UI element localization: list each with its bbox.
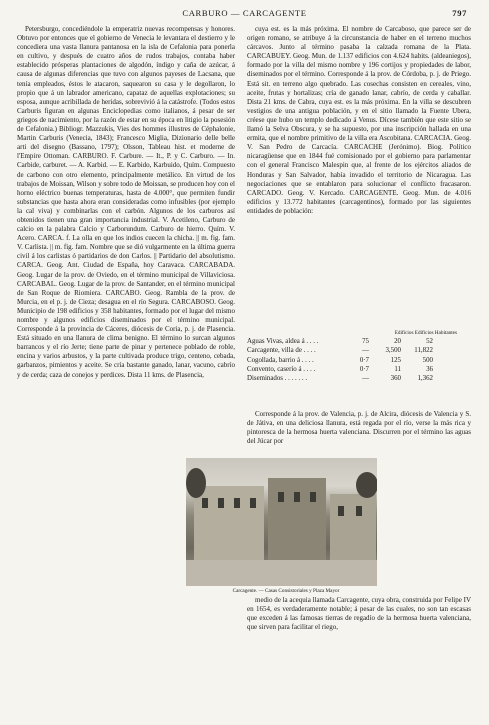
- right-column-mid-text: [247, 410, 471, 452]
- building-center: [268, 478, 326, 562]
- table-cell-name: Convento, caserío á . . . .: [247, 365, 316, 373]
- right-column-paragraph: cuya est. es la más próxima. El nombre de Carcaboso, que parece ser de origen romano, se atribuye á la circunstancia de haber en el terreno muchos cárcavos. Junto al término pasaba la calzada romana de la Plata. CARCABUEY. Geog. Mun. de 1.137 edificios con 4.624 habits. (aldeaniegos), formado por la villa del mismo nombre y 196 cortijos y propiedades de labor, diseminados por el término. Corresponde á la prov. de Córdoba, p. j. de Priego. Está sit. en terreno algo quebrado. Las cosechas consisten en cereales, vino, aceite, frutas y hortalizas; cría de ganado lanar, cabrío, de cerda y caballar. Dista 21 kms. de Cabra, cuya est. es la más próxima. En la villa se descubren vestigios de una antigua población, y en el sitio llamado la Fuente Ubera, créese que hubo un templo dedicado á Venus. Dícese también que este sitio se llamó la Selva Obscura, y se ha supuesto, por una inscripción hallada en una ermita, que el nombre primitivo de la villa era Ascobitana. CARCACIA. Geog. V. San Pedro de Carcacía. CARCACHE (Jerónimo). Biog. Político nicaragüense que en 1844 fué comisionado por el gobierno para parlamentar con el general Francisco Malespin que, al frente de los ejércitos aliados de Honduras y San Salvador, había invadido el territorio de Nicaragua. Las negociaciones que se entablaron para solucionar el conflicto fracasaron. CARCADO. Geog. V. Kercado. CARCAGENTE. Geog. Mun. de 4.016 edificios y 13.772 habitantes (carcagentinos), formado por las siguientes entidades de población:: [247, 25, 471, 215]
- population-table: [247, 330, 471, 383]
- window: [218, 498, 224, 508]
- window: [278, 492, 284, 502]
- left-column-paragraph: Petersburgo, concediéndole la emperatriz nuevas recompensas y honores. Obtuvo por entonces que el gobierno de Venecia le levantara el destierro y le concediera una vasta llanura pantanosa en la isla de Cefalonia para ponerla en cultivo, y después de cuatro años de rudos trabajos, contaba haber establecido prósperas plantaciones de algodón, índigo y caña de azúcar, á causa de algunas diferencias que tuvo con algunos payeses de Lacsana, que tenía empleados, éstos le atacaron, saquearon su casa y le degollaron, lo propio que á un labrador americano, capataz de aquellas explotaciones; su esposa, aunque acribillada de heridas, sobrevivió á la catástrofe. (Todos estos Carburis figuran en algunas Enciclopedias como italianos, á pesar de ser griegos de nacimiento, por la razón de estar en su época en litigio la posesión de Cefalonia.) Bibliogr. Mazzukis, Vies des hommes illustres de Céphalonie, Martin Carburis (Venecia, 1843); Francesco Miglia, Dizionario delle belle arti del disegno (Bassano, 1797); Olsson, Tableau hist. et moderne de l'Empire Ottoman. CARBURO. F. Carbure. — It., P. y C. Carburo. — In. Carbide, carburet. — A. Karbid. — E. Karbido, Karbuido, Quím. Compuesto de carbono con otro elemento, principalmente metálico. En virtud de los trabajos de Moissan, Wilson y sobre todo de Moissan, se producen hoy con el horno eléctrico buenas temperaturas, hasta de 4.000°, que permiten fundir substancias que hasta ahora eran consideradas como infusibles (por ejemplo la cal viva) y combinarlas con el carbón. Algunos de los carburos así obtenidos tienen una gran importancia industrial. V. Acetileno, Carburo de calcio en la palabra Calcio y Carborundum. Carburo de hierro. Quím. V. Acero. CARCA. f. La olla en que los indios cuecen la chicha. || m. fig. fam. V. Carlista. || m. fig. fam. Nombre que se dió vulgarmente en la última guerra civil á los carlistas ó partidarios de don Carlos. || Partidario del absolutismo. CARCA. Geog. Ant. Ciudad de España, hoy Caravaca. CARCABADA. Geog. Lugar de la prov. de Oviedo, en el término municipal de Villaviciosa. CARCABAL. Geog. Lugar de la prov. de Santander, en el término municipal de San Roque de Riomiera. CARCABO. Geog. Rambla de la prov. de Murcia, en el p. j. de Cieza; desagua en el río Segura. CARCABOSO. Geog. Municipio de 198 edificios y 358 habitantes, formado por el lugar del mismo nombre y algunos edificios diseminados por el término municipal. Corresponde á la provincia de Cáceres, diócesis de Coria, p. j. de Plasencia. Está situado en una llanura de clima benigno. El término lo surcan algunos barrancos y el río Jerte; tiene parte de pinar y pertenece poblado de roble, encina y varios arbustos, y la parte cultivada produce trigo, centeno, cebada, garbanzos, pimientos y aceite. Se cría bastante ganado, lanar, vacuno, cabrío y de cerda; caza de conejos y perdices. Dista 11 kms. de Plasencia,: [17, 25, 235, 379]
- running-head-title: CARBURO — CARCAGENTE: [182, 8, 307, 18]
- table-cell-inhabitants: 1,362: [417, 375, 433, 383]
- window: [338, 506, 344, 516]
- table-row: [247, 365, 471, 374]
- table-row: [247, 346, 471, 355]
- table-cell-name: Diseminados . . . . . . .: [247, 375, 308, 383]
- right-column-text: [247, 25, 471, 325]
- table-cell-distance: 0·7: [359, 356, 369, 364]
- plaza-ground: [186, 560, 377, 586]
- table-cell-inhabitants: 11,822: [414, 347, 433, 355]
- window: [310, 492, 316, 502]
- table-cell-buildings: 125: [390, 356, 401, 364]
- window: [202, 498, 208, 508]
- table-row: [247, 356, 471, 365]
- right-mid-paragraph: Corresponde á la prov. de Valencia, p. j. de Alcira, diócesis de Valencia y S. de Játiva, en una deliciosa llanura, está regada por el río, verse la más rica y pintoresca de la hermosa huerta valenciana. Discurren por el término las aguas del Júcar por: [247, 410, 471, 446]
- page-number: 797: [452, 8, 467, 18]
- tree: [356, 472, 377, 498]
- table-cell-distance: —: [362, 347, 369, 355]
- table-cell-buildings: 3,500: [385, 347, 401, 355]
- table-cell-name: Cogollada, barrio á . . . .: [247, 356, 314, 364]
- table-cell-distance: 75: [362, 338, 369, 345]
- table-row: [247, 374, 471, 383]
- running-head: [0, 8, 489, 22]
- table-cell-inhabitants: 52: [426, 338, 433, 345]
- table-cell-name: Carcagente, villa de . . . .: [247, 347, 316, 355]
- table-cell-distance: —: [362, 375, 369, 383]
- table-row: [247, 337, 471, 346]
- window: [294, 492, 300, 502]
- table-cell-buildings: 360: [390, 375, 401, 383]
- window: [234, 498, 240, 508]
- table-cell-buildings: 11: [394, 365, 401, 373]
- photo-caption: Carcagente. — Casas Consistoriales y Plaza Mayor: [232, 588, 340, 594]
- table-cell-distance: 0·7: [359, 365, 369, 373]
- building-right: [330, 494, 376, 562]
- table-cell-inhabitants: 36: [426, 365, 433, 373]
- table-cell-buildings: 20: [394, 338, 401, 345]
- town-hall-photo: [186, 458, 377, 586]
- window: [356, 506, 362, 516]
- table-cell-name: Aguas Vivas, aldea á . . . .: [247, 338, 319, 345]
- window: [250, 498, 256, 508]
- table-cell-inhabitants: 500: [422, 356, 433, 364]
- right-column-bottom-text: [247, 596, 471, 720]
- bottom-right-paragraph: medio de la acequia llamada Carcagente, cuya obra, construida por Felipe IV en 1654, es verdaderamente notable; á pesar de las cuales, no son tan escasas que exceden á las famosas tierras de regadío de la hermosa huerta valenciana, que sirven para facilitar el riego,: [247, 596, 471, 632]
- table-heading: Edificios Edificios Habitantes: [394, 330, 457, 336]
- tree: [186, 468, 206, 498]
